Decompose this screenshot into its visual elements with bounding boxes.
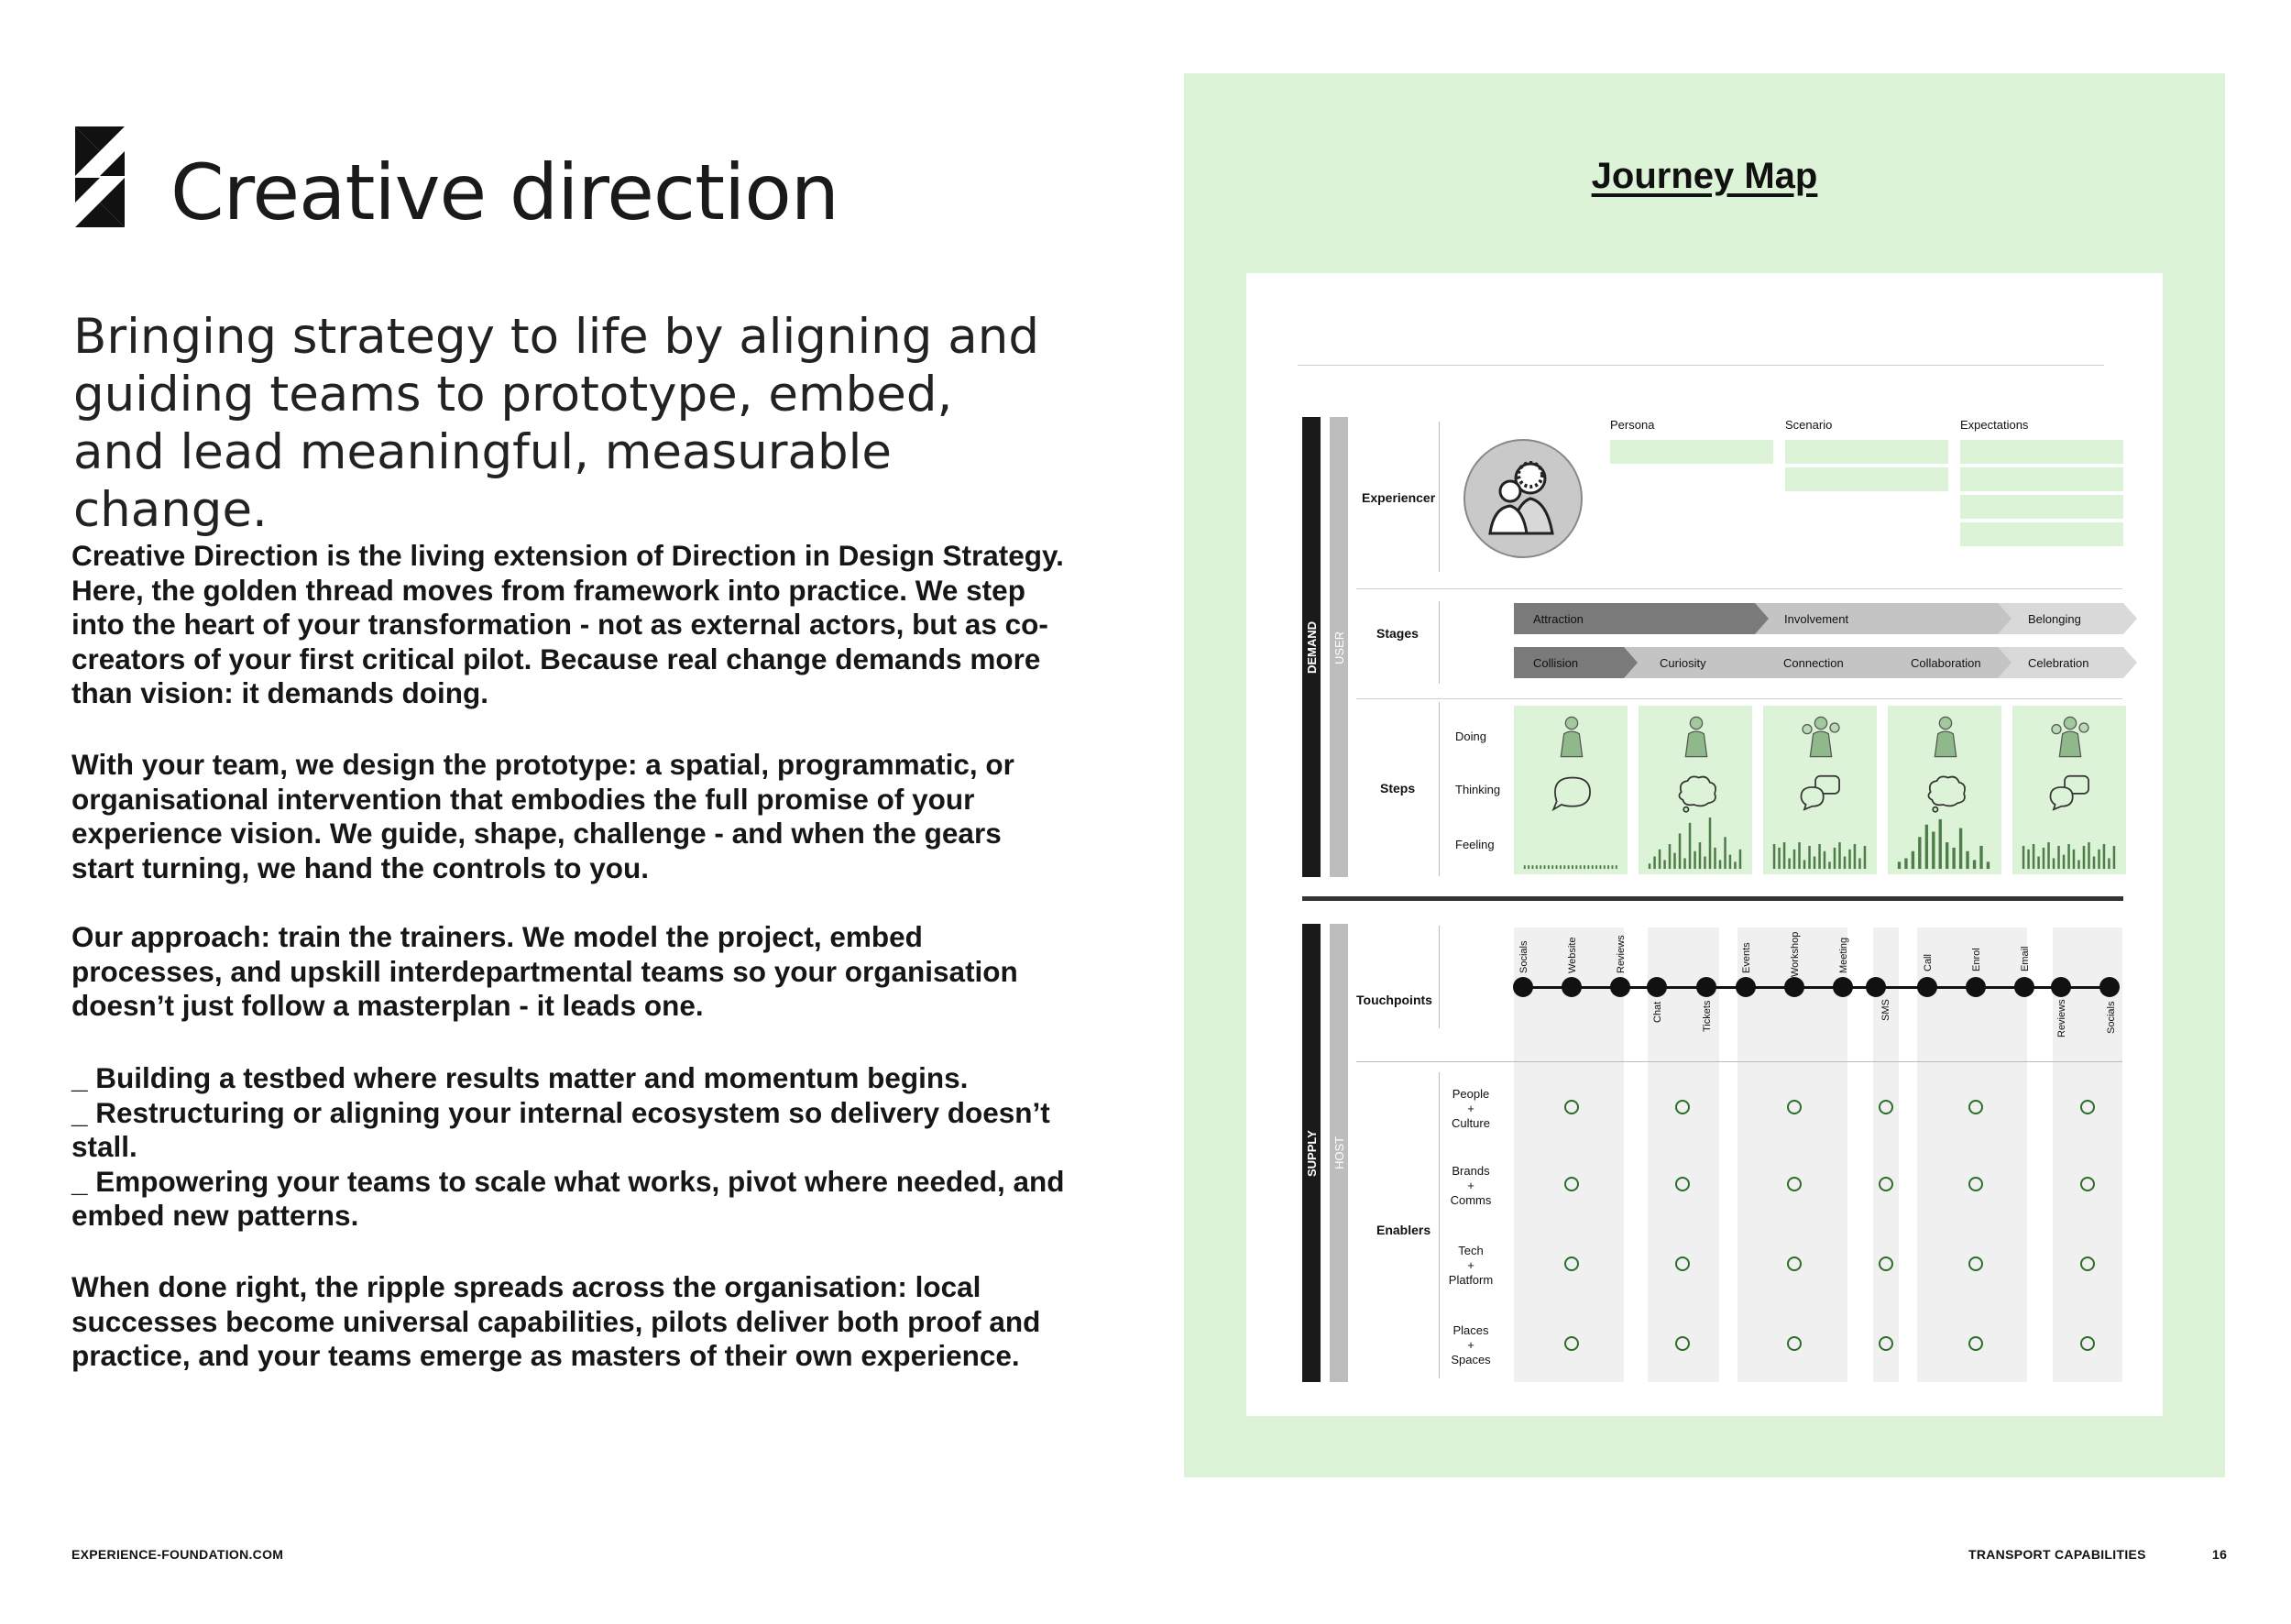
paragraph-bullets: _ Building a testbed where results matter and momentum begins. _ Restructuring or aligning your internal ecosystem so delivery doesn’t stall. _ Empowering your teams to scale what works, pivot where needed, and embed new patterns. <box>71 1061 1065 1232</box>
stage-connection: Connection <box>1783 656 1844 670</box>
feeling-barcode-icon <box>1770 817 1871 871</box>
enabler-line1: People <box>1452 1087 1490 1101</box>
speech-bubble-icon <box>1923 772 1970 814</box>
speech-bubble-icon <box>1549 772 1596 814</box>
enabler-ring-icon[interactable] <box>1564 1177 1579 1191</box>
enabler-ring-icon[interactable] <box>1879 1336 1893 1351</box>
scenario-col-label: Scenario <box>1785 418 1833 432</box>
enabler-line1: Brands <box>1452 1164 1490 1178</box>
enabler-ring-icon[interactable] <box>1968 1336 1983 1351</box>
tp-socials: Socials <box>1518 940 1529 973</box>
enabler-row-label <box>1446 1244 1496 1288</box>
enabler-row-label <box>1446 1087 1496 1131</box>
speech-bubble-icon <box>1673 772 1721 814</box>
enabler-ring-icon[interactable] <box>1675 1256 1690 1271</box>
doing-figure-icon <box>1673 713 1719 761</box>
tp-website: Website <box>1567 937 1578 973</box>
enabler-ring-icon[interactable] <box>1787 1100 1802 1114</box>
enabler-line2: Culture <box>1452 1116 1490 1130</box>
persona-col-label: Persona <box>1610 418 1655 432</box>
page-subtitle: Bringing strategy to life by aligning and guiding teams to prototype, embed, and lead meaningful, measurable change. <box>73 309 1039 538</box>
speech-bubble-icon <box>2047 772 2095 814</box>
brand-logo-icon <box>75 126 125 227</box>
enabler-ring-icon[interactable] <box>1879 1256 1893 1271</box>
paragraph-intro: Creative Direction is the living extension of Direction in Design Strategy. Here, the golden thread moves from framework into practice. We step into the heart of your transformation - not as external actors, but as co-creators of your first critical pilot. Because real change demands more than vision: it demands doing. <box>71 539 1064 709</box>
scenario-field-1 <box>1785 440 1948 464</box>
tp-enrol: Enrol <box>1971 948 1982 971</box>
enabler-line1: Places <box>1452 1323 1489 1337</box>
stage-collaboration: Collaboration <box>1911 656 1981 670</box>
enabler-row-label <box>1446 1323 1496 1367</box>
journey-map-title: Journey Map <box>1591 156 1818 196</box>
enabler-plus: + <box>1467 1179 1474 1192</box>
enabler-ring-icon[interactable] <box>1968 1256 1983 1271</box>
touchpoint-dot[interactable] <box>2099 977 2120 997</box>
page-title: Creative direction <box>170 148 839 237</box>
persona-avatar-icon <box>1463 438 1584 559</box>
enabler-ring-icon[interactable] <box>2080 1256 2095 1271</box>
paragraph-approach: Our approach: train the trainers. We model the project, embed processes, and upskill interdepartmental teams so your organisation doesn’t just follow a masterplan - it leads one. <box>71 920 1018 1022</box>
stage-celebration: Celebration <box>2028 656 2089 670</box>
experiencer-label: Experiencer <box>1362 490 1436 505</box>
enabler-ring-icon[interactable] <box>1968 1100 1983 1114</box>
touchpoint-dot[interactable] <box>1610 977 1630 997</box>
top-rule <box>1298 365 2104 366</box>
tp-call: Call <box>1923 954 1934 971</box>
feeling-barcode-icon <box>1521 817 1622 871</box>
tp-chat: Chat <box>1652 1001 1663 1023</box>
enabler-ring-icon[interactable] <box>2080 1100 2095 1114</box>
enabler-ring-icon[interactable] <box>2080 1177 2095 1191</box>
touchpoint-dot[interactable] <box>1917 977 1937 997</box>
stage-involvement: Involvement <box>1784 612 1849 626</box>
expectations-col-label: Expectations <box>1960 418 2029 432</box>
stages-label: Stages <box>1376 626 1419 641</box>
enabler-ring-icon[interactable] <box>1564 1336 1579 1351</box>
enabler-ring-icon[interactable] <box>1787 1177 1802 1191</box>
enabler-plus: + <box>1467 1338 1474 1352</box>
touchpoint-dot[interactable] <box>1866 977 1886 997</box>
demand-label: DEMAND <box>1305 620 1319 674</box>
user-label: USER <box>1332 631 1346 664</box>
tp-reviews-2: Reviews <box>2056 999 2067 1037</box>
tp-tickets: Tickets <box>1702 1000 1713 1032</box>
expectations-field-1 <box>1960 440 2123 464</box>
touchpoint-dot[interactable] <box>1736 977 1756 997</box>
supply-label: SUPPLY <box>1305 1130 1319 1177</box>
stage-attraction: Attraction <box>1533 612 1584 626</box>
enabler-line1: Tech <box>1458 1244 1484 1257</box>
enabler-line2: Comms <box>1450 1193 1492 1207</box>
enabler-ring-icon[interactable] <box>1675 1177 1690 1191</box>
enabler-line2: Platform <box>1448 1273 1494 1287</box>
enabler-row-label <box>1446 1164 1496 1208</box>
host-label: HOST <box>1332 1136 1346 1169</box>
touchpoint-dot[interactable] <box>1784 977 1804 997</box>
tp-workshop: Workshop <box>1790 931 1801 977</box>
steps-thinking-label: Thinking <box>1455 783 1501 796</box>
footer-page-number: 16 <box>2212 1547 2228 1562</box>
stage-belonging: Belonging <box>2028 612 2081 626</box>
stage-curiosity: Curiosity <box>1660 656 1706 670</box>
enabler-ring-icon[interactable] <box>1675 1336 1690 1351</box>
enabler-ring-icon[interactable] <box>1564 1256 1579 1271</box>
enabler-ring-icon[interactable] <box>1787 1336 1802 1351</box>
expectations-field-3 <box>1960 495 2123 519</box>
touchpoint-dot[interactable] <box>1647 977 1667 997</box>
doing-figure-icon <box>1549 713 1595 761</box>
enablers-label: Enablers <box>1376 1223 1431 1237</box>
steps-label: Steps <box>1380 781 1416 796</box>
paragraph-ripple: When done right, the ripple spreads across the organisation: local successes become universal capabilities, pilots deliver both proof and practice, and your teams emerge as masters of their own experience. <box>71 1270 1041 1372</box>
touchpoint-dot[interactable] <box>1966 977 1986 997</box>
enabler-plus: + <box>1467 1102 1474 1115</box>
tp-sms: SMS <box>1880 999 1891 1021</box>
feeling-barcode-icon <box>1646 817 1747 871</box>
tp-email: Email <box>2020 946 2031 971</box>
scenario-field-2 <box>1785 467 1948 491</box>
expectations-field-4 <box>1960 522 2123 546</box>
enabler-line2: Spaces <box>1451 1353 1491 1366</box>
speech-bubble-icon <box>1798 772 1846 814</box>
steps-doing-label: Doing <box>1455 730 1486 743</box>
touchpoint-dot[interactable] <box>1833 977 1853 997</box>
expectations-field-2 <box>1960 467 2123 491</box>
enabler-ring-icon[interactable] <box>1787 1256 1802 1271</box>
tp-events: Events <box>1741 942 1752 973</box>
touchpoint-dot[interactable] <box>2014 977 2034 997</box>
doing-figure-icon <box>1923 713 1968 761</box>
touchpoint-dot[interactable] <box>1513 977 1533 997</box>
persona-field <box>1610 440 1773 464</box>
demand-supply-divider <box>1302 896 2123 901</box>
feeling-barcode-icon <box>2020 817 2121 871</box>
touchpoint-dot[interactable] <box>2051 977 2071 997</box>
enabler-ring-icon[interactable] <box>1879 1100 1893 1114</box>
footer-section: TRANSPORT CAPABILITIES <box>1968 1547 2146 1562</box>
enabler-ring-icon[interactable] <box>1564 1100 1579 1114</box>
enabler-plus: + <box>1467 1258 1474 1272</box>
touchpoint-dot[interactable] <box>1562 977 1582 997</box>
enabler-ring-icon[interactable] <box>1879 1177 1893 1191</box>
enabler-ring-icon[interactable] <box>1675 1100 1690 1114</box>
feeling-barcode-icon <box>1895 817 1996 871</box>
stage-collision: Collision <box>1533 656 1579 670</box>
tp-socials-2: Socials <box>2106 1001 2117 1034</box>
enabler-ring-icon[interactable] <box>2080 1336 2095 1351</box>
tp-reviews: Reviews <box>1616 935 1627 973</box>
paragraph-prototype: With your team, we design the prototype: a spatial, programmatic, or organisational intervention that embodies the full promise of your experience vision. We guide, shape, challenge - and when the gears start turning, we hand the controls to you. <box>71 748 1014 884</box>
footer-website-link[interactable]: EXPERIENCE-FOUNDATION.COM <box>71 1547 284 1562</box>
doing-figure-icon <box>1798 713 1844 761</box>
enabler-ring-icon[interactable] <box>1968 1177 1983 1191</box>
steps-feeling-label: Feeling <box>1455 838 1495 851</box>
touchpoints-label: Touchpoints <box>1356 993 1432 1007</box>
doing-figure-icon <box>2047 713 2093 761</box>
tp-meeting: Meeting <box>1838 937 1849 973</box>
touchpoint-dot[interactable] <box>1696 977 1716 997</box>
